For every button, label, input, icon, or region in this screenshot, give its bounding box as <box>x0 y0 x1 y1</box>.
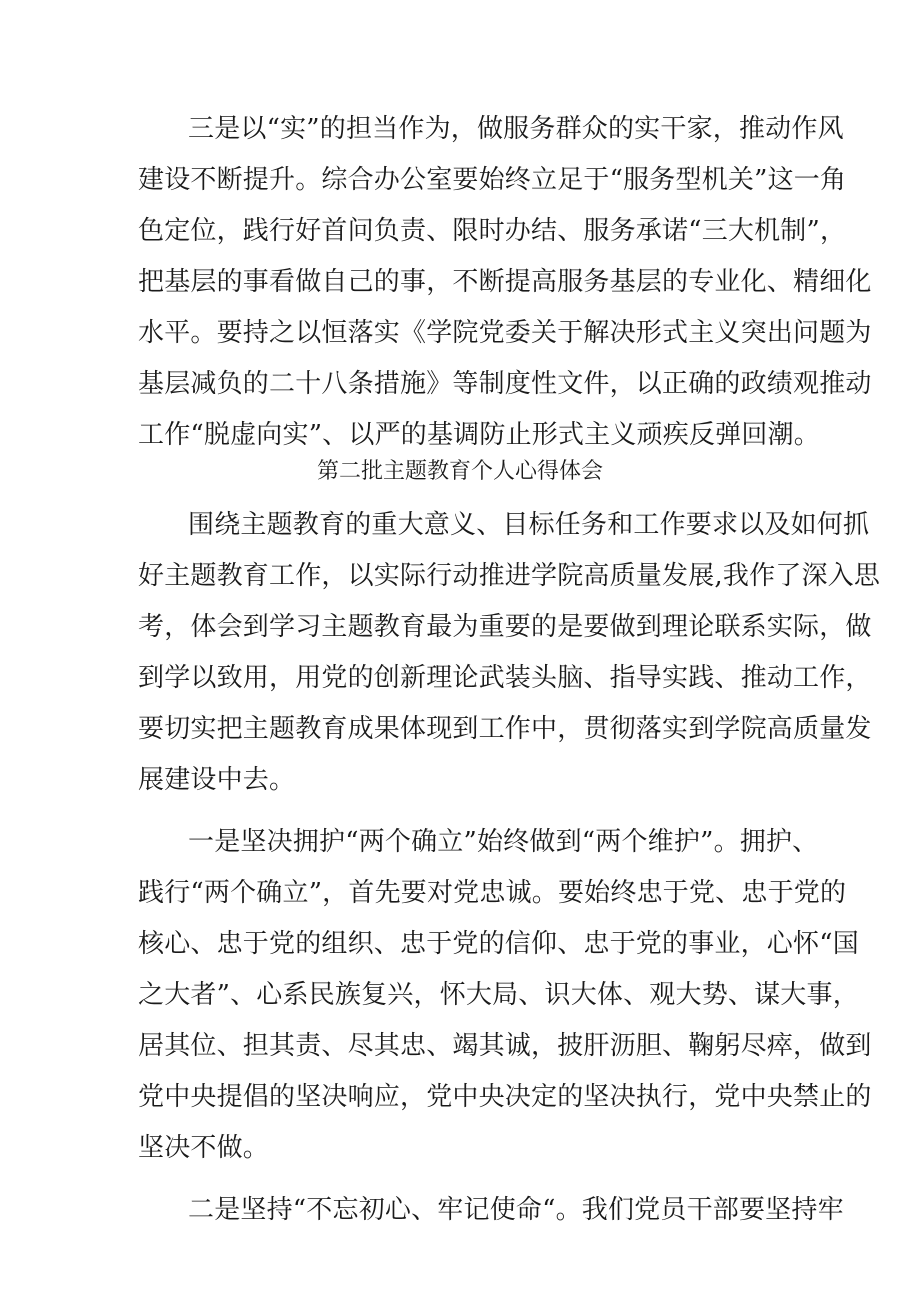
paragraph-2-line-3: 考，体会到学习主题教育最为重要的是要做到理论联系实际，做 <box>138 612 872 642</box>
paragraph-2-line-5: 要切实把主题教育成果体现到工作中，贯彻落实到学院高质量发 <box>138 714 872 744</box>
paragraph-2-line-4: 到学以致用，用党的创新理论武装头脑、指导实践、推动工作， <box>138 663 872 693</box>
section-title: 第二批主题教育个人心得体会 <box>316 459 603 484</box>
paragraph-2-line-6: 展建设中去。 <box>138 765 296 795</box>
paragraph-3-line-2: 践行“两个确立”，首先要对党忠诚。要始终忠于党、忠于党的 <box>138 878 847 908</box>
paragraph-3-line-6: 党中央提倡的坚决响应，党中央决定的坚决执行，党中央禁止的 <box>138 1082 872 1112</box>
paragraph-1-line-7: 工作“脱虚向实”、以严的基调防止形式主义顽疾反弹回潮。 <box>138 420 820 450</box>
paragraph-3-line-7: 坚决不做。 <box>138 1133 270 1163</box>
paragraph-2-line-2: 好主题教育工作，以实际行动推进学院高质量发展,我作了深入思 <box>138 561 881 591</box>
paragraph-2-line-1: 围绕主题教育的重大意义、目标任务和工作要求以及如何抓 <box>188 510 870 540</box>
paragraph-1-line-2: 建设不断提升。综合办公室要始终立足于“服务型机关”这一角 <box>138 165 847 195</box>
paragraph-1-line-6: 基层减负的二十八条措施》等制度性文件，以正确的政绩观推动 <box>138 369 872 399</box>
paragraph-1-line-1: 三是以“实”的担当作为，做服务群众的实干家，推动作风 <box>188 114 844 144</box>
paragraph-3-line-5: 居其位、担其责、尽其忠、竭其诚，披肝沥胆、鞠躬尽瘁，做到 <box>138 1031 872 1061</box>
paragraph-3-line-1: 一是坚决拥护“两个确立”始终做到“两个维护”。拥护、 <box>188 827 819 857</box>
paragraph-3-line-4: 之大者”、心系民族复兴，怀大局、识大体、观大势、谋大事， <box>138 980 859 1010</box>
paragraph-1-line-4: 把基层的事看做自己的事，不断提高服务基层的专业化、精细化 <box>138 267 872 297</box>
paragraph-3-line-3: 核心、忠于党的组织、忠于党的信仰、忠于党的事业，心怀“国 <box>138 929 859 959</box>
paragraph-1-line-3: 色定位，践行好首问负责、限时办结、服务承诺“三大机制”， <box>138 216 847 246</box>
paragraph-1-line-5: 水平。要持之以恒落实《学院党委关于解决形式主义突出问题为 <box>138 318 872 348</box>
paragraph-4-line-1: 二是坚持“不忘初心、牢记使命“。我们党员干部要坚持牢 <box>188 1195 844 1225</box>
